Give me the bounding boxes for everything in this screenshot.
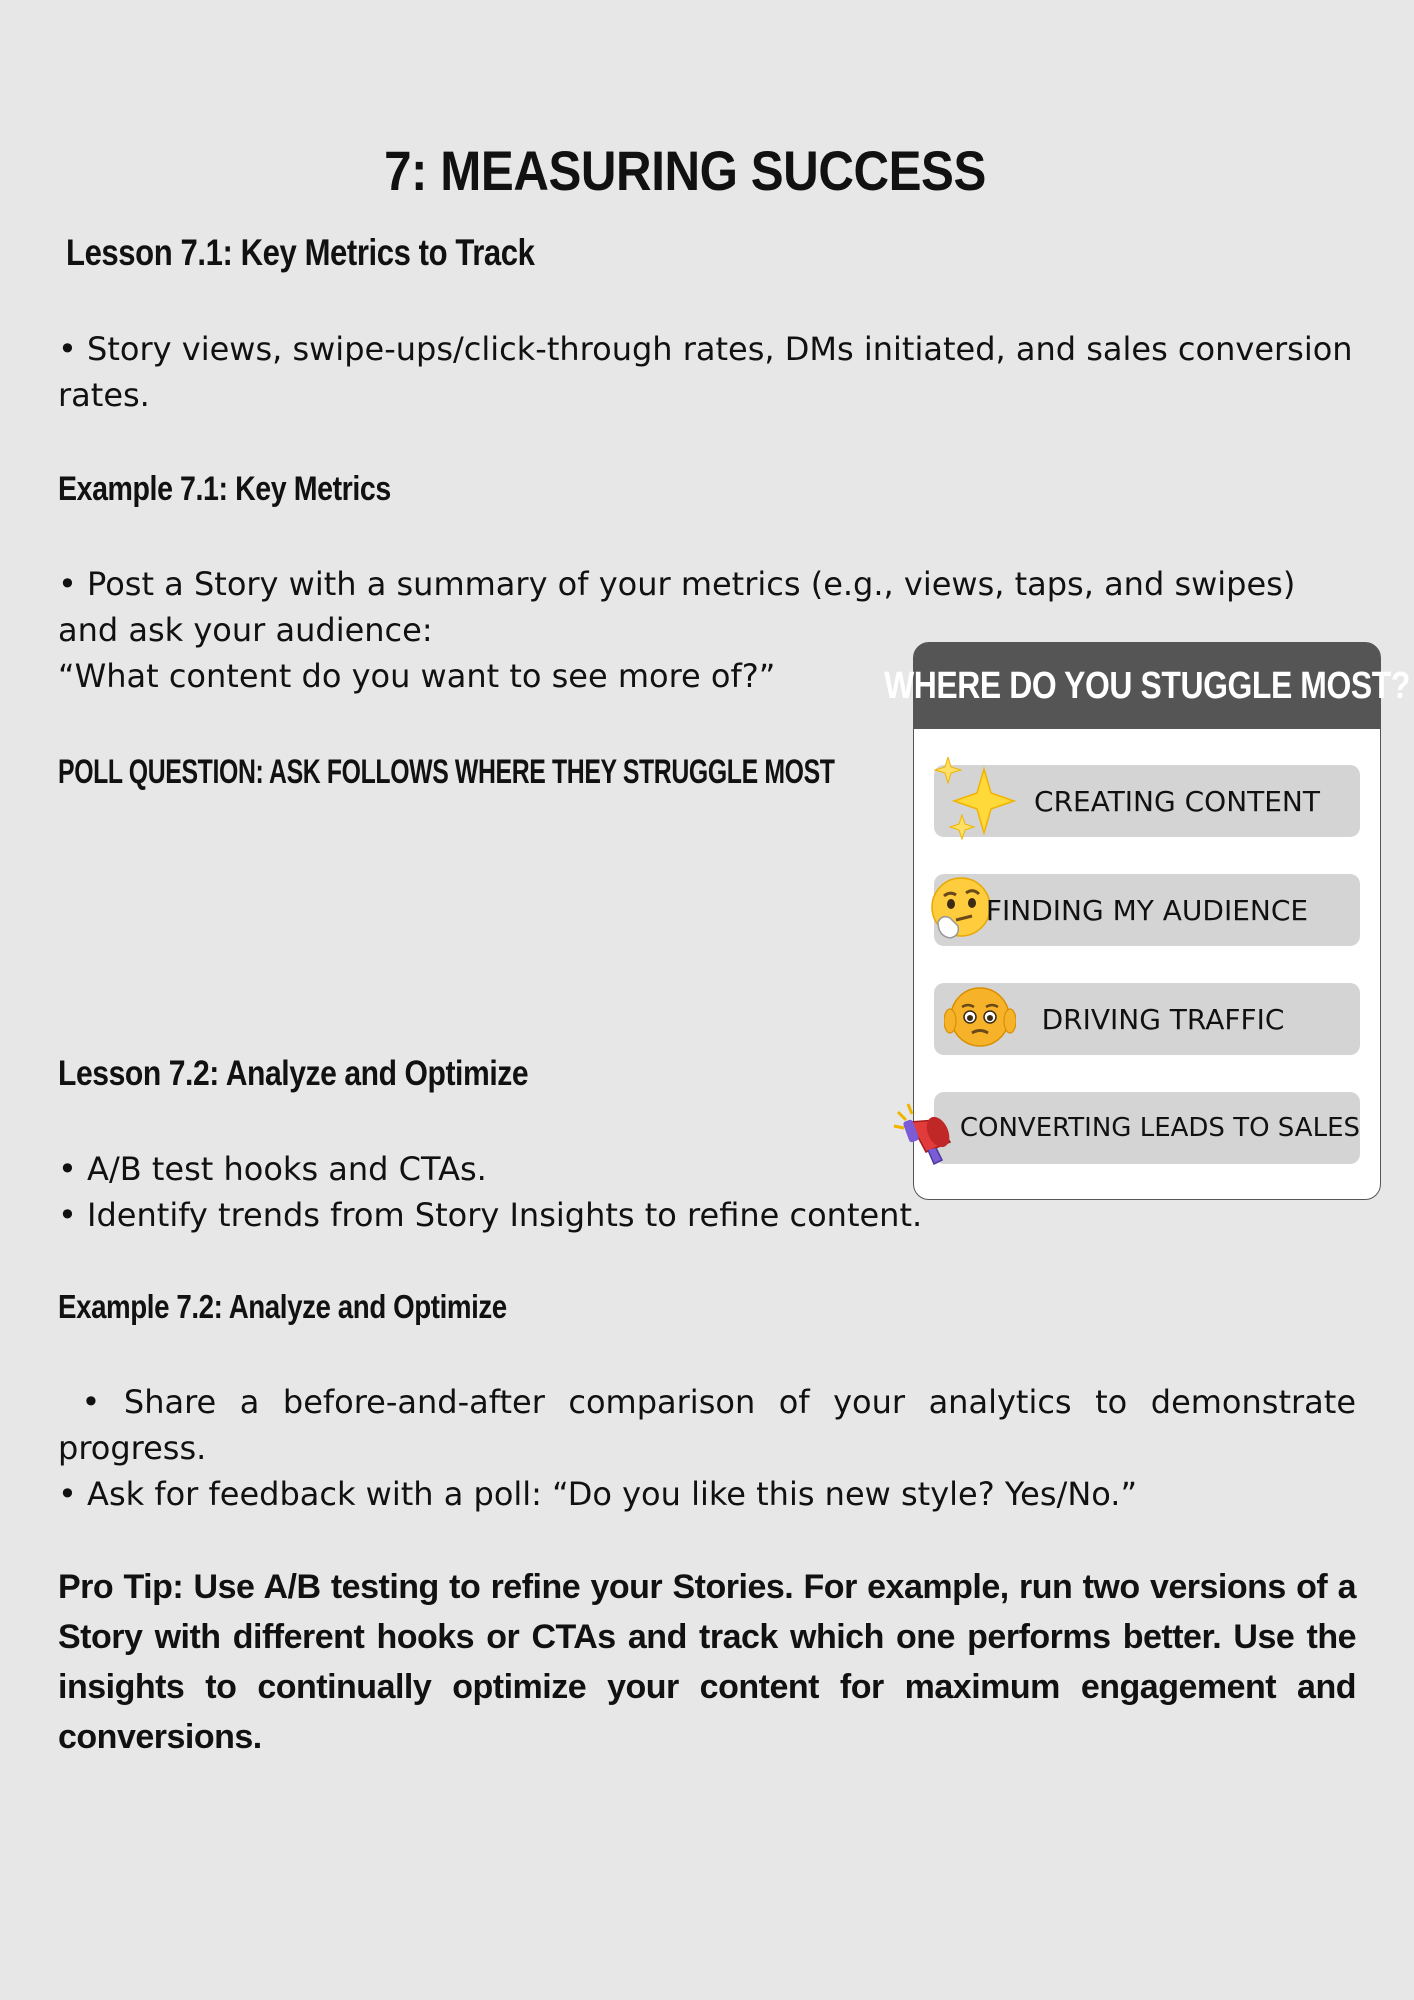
- example-7-2-text: [58, 1379, 1367, 1517]
- poll-option-finding-audience[interactable]: [934, 874, 1360, 946]
- example-7-1-bullet: • Post a Story with a summary of your metrics (e.g., views, taps, and swipes) and ask your audience:: [58, 565, 1296, 649]
- page-title: 7: MEASURING SUCCESS: [384, 139, 986, 202]
- lesson-7-2-text: [58, 1146, 938, 1238]
- lesson-7-2-heading: Lesson 7.2: Analyze and Optimize: [58, 1054, 529, 1093]
- poll-option-label: CREATING CONTENT: [1034, 784, 1320, 818]
- poll-option-driving-traffic[interactable]: [934, 983, 1360, 1055]
- example-7-1-quote: “What content do you want to see more of?”: [58, 657, 776, 695]
- worried-face-icon: [944, 985, 1016, 1049]
- sparkles-icon: [934, 757, 1020, 843]
- thinking-face-icon: [928, 876, 994, 942]
- lesson-7-2-bullet: • A/B test hooks and CTAs.: [58, 1150, 487, 1188]
- example-7-2-bullet: • Share a before-and-after comparison of your analytics to demonstrate progress.: [58, 1383, 1367, 1467]
- example-7-2-heading: Example 7.2: Analyze and Optimize: [58, 1288, 507, 1325]
- example-7-1-heading: Example 7.1: Key Metrics: [58, 470, 391, 508]
- poll-sticker: [884, 642, 1410, 1200]
- poll-option-creating-content[interactable]: [934, 765, 1360, 837]
- poll-header: [884, 643, 1410, 729]
- lesson-7-1-bullet: • Story views, swipe-ups/click-through rates, DMs initiated, and sales conversion rates.: [58, 330, 1353, 414]
- pro-tip: Pro Tip: Use A/B testing to refine your Stories. For example, run two versions of a Story with different hooks or CTAs and track which one performs better. Use the insights to continually optimize your content for maximum engagement and conversions.: [58, 1568, 1356, 1756]
- poll-option-label: FINDING MY AUDIENCE: [985, 893, 1309, 927]
- lesson-7-1-heading: Lesson 7.1: Key Metrics to Track: [66, 232, 535, 273]
- poll-option-label: DRIVING TRAFFIC: [1041, 1002, 1285, 1036]
- poll-question-heading: POLL QUESTION: ASK FOLLOWS WHERE THEY STRUGGLE MOST: [58, 753, 835, 791]
- example-7-2-bullet: • Ask for feedback with a poll: “Do you like this new style? Yes/No.”: [58, 1475, 1138, 1513]
- poll-option-label: CONVERTING LEADS TO SALES: [959, 1113, 1360, 1143]
- poll-option-converting-leads[interactable]: [934, 1092, 1360, 1164]
- poll-header-label: WHERE DO YOU STUGGLE MOST?: [884, 664, 1410, 707]
- lesson-7-2-bullet: • Identify trends from Story Insights to refine content.: [58, 1196, 923, 1234]
